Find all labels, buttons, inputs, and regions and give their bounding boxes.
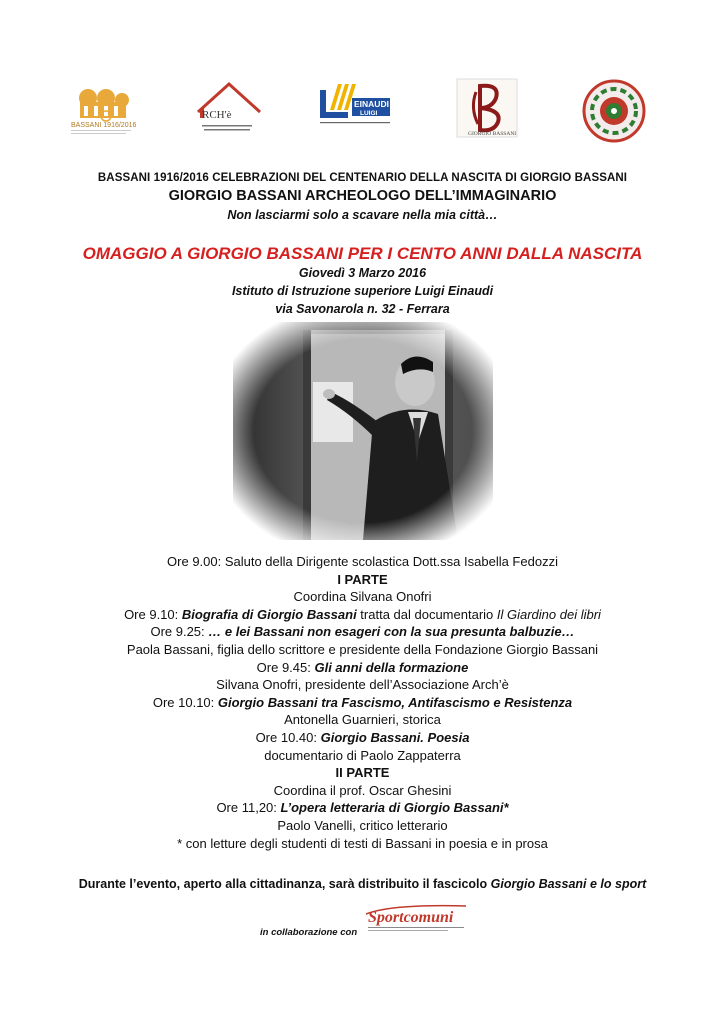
program-item: Ore 10.40: Giorgio Bassani. Poesia	[255, 729, 470, 745]
svg-text:Sportcomuni: Sportcomuni	[368, 909, 454, 926]
program-note: * con letture degli studenti di testi di Bassani in poesia e in prosa	[177, 835, 548, 851]
footer-note: Durante l’evento, aperto alla cittadinanza, sarà distribuito il fascicolo Giorgio Bassani e lo sport	[78, 877, 647, 891]
event-venue: Istituto di Istruzione superiore Luigi Einaudi	[231, 284, 494, 298]
bassani-photo	[233, 322, 493, 540]
svg-text:EINAUDI: EINAUDI	[354, 99, 389, 109]
program-item: Ore 9.10: Biografia di Giorgio Bassani tratta dal documentario Il Giardino dei libri	[124, 606, 601, 622]
svg-text:BASSANI 1916/2016: BASSANI 1916/2016	[71, 122, 136, 129]
program-item: Ore 9.45: Gli anni della formazione	[256, 659, 469, 675]
sportcomuni-logo	[362, 900, 470, 936]
fondazione-bassani-logo	[456, 78, 518, 138]
program-item: Paola Bassani, figlia dello scrittore e presidente della Fondazione Giorgio Bassani	[126, 641, 599, 657]
arche-logo	[190, 78, 268, 138]
program-item: Ore 10.10: Giorgio Bassani tra Fascismo, Antifascismo e Resistenza	[152, 694, 573, 710]
part-one-heading: I PARTE	[337, 571, 388, 587]
collaboration-label: in collaborazione con	[260, 927, 358, 938]
program-item: Silvana Onofri, presidente dell’Associazione Arch’è	[216, 677, 509, 693]
main-heading: GIORGIO BASSANI ARCHEOLOGO DELL’IMMAGINARIO	[168, 188, 557, 204]
svg-text:LUIGI: LUIGI	[360, 110, 378, 117]
program-item: Coordina Silvana Onofri	[293, 589, 432, 605]
program-item: Ore 9.00: Saluto della Dirigente scolastica Dott.ssa Isabella Fedozzi	[167, 554, 558, 569]
program-item: Paolo Vanelli, critico letterario	[277, 817, 448, 833]
event-title: OMAGGIO A GIORGIO BASSANI PER I CENTO ANNI DALLA NASCITA	[82, 244, 643, 263]
svg-text:RCH'è: RCH'è	[202, 109, 232, 121]
program-item: Ore 9.25: … e lei Bassani non esageri con la sua presunta balbuzie…	[150, 624, 575, 640]
program	[0, 553, 725, 852]
event-address: via Savonarola n. 32 - Ferrara	[275, 302, 450, 316]
part-two-heading: II PARTE	[335, 765, 390, 781]
logo-row	[0, 78, 725, 148]
program-item: Coordina il prof. Oscar Ghesini	[273, 782, 452, 798]
centenary-heading: BASSANI 1916/2016 CELEBRAZIONI DEL CENTENARIO DELLA NASCITA DI GIORGIO BASSANI	[97, 172, 628, 184]
einaudi-logo	[318, 78, 392, 138]
event-date: Giovedì 3 Marzo 2016	[298, 266, 427, 280]
program-item: documentario di Paolo Zappaterra	[264, 747, 461, 763]
tagline: Non lasciarmi solo a scavare nella mia città…	[227, 208, 498, 222]
round-emblem-logo	[580, 78, 648, 138]
program-item: Antonella Guarnieri, storica	[284, 712, 441, 728]
bassani-centenary-logo	[68, 78, 136, 138]
program-item: Ore 11,20: L’opera letteraria di Giorgio Bassani*	[216, 800, 509, 816]
svg-text:GIORGIO BASSANI: GIORGIO BASSANI	[468, 131, 517, 137]
